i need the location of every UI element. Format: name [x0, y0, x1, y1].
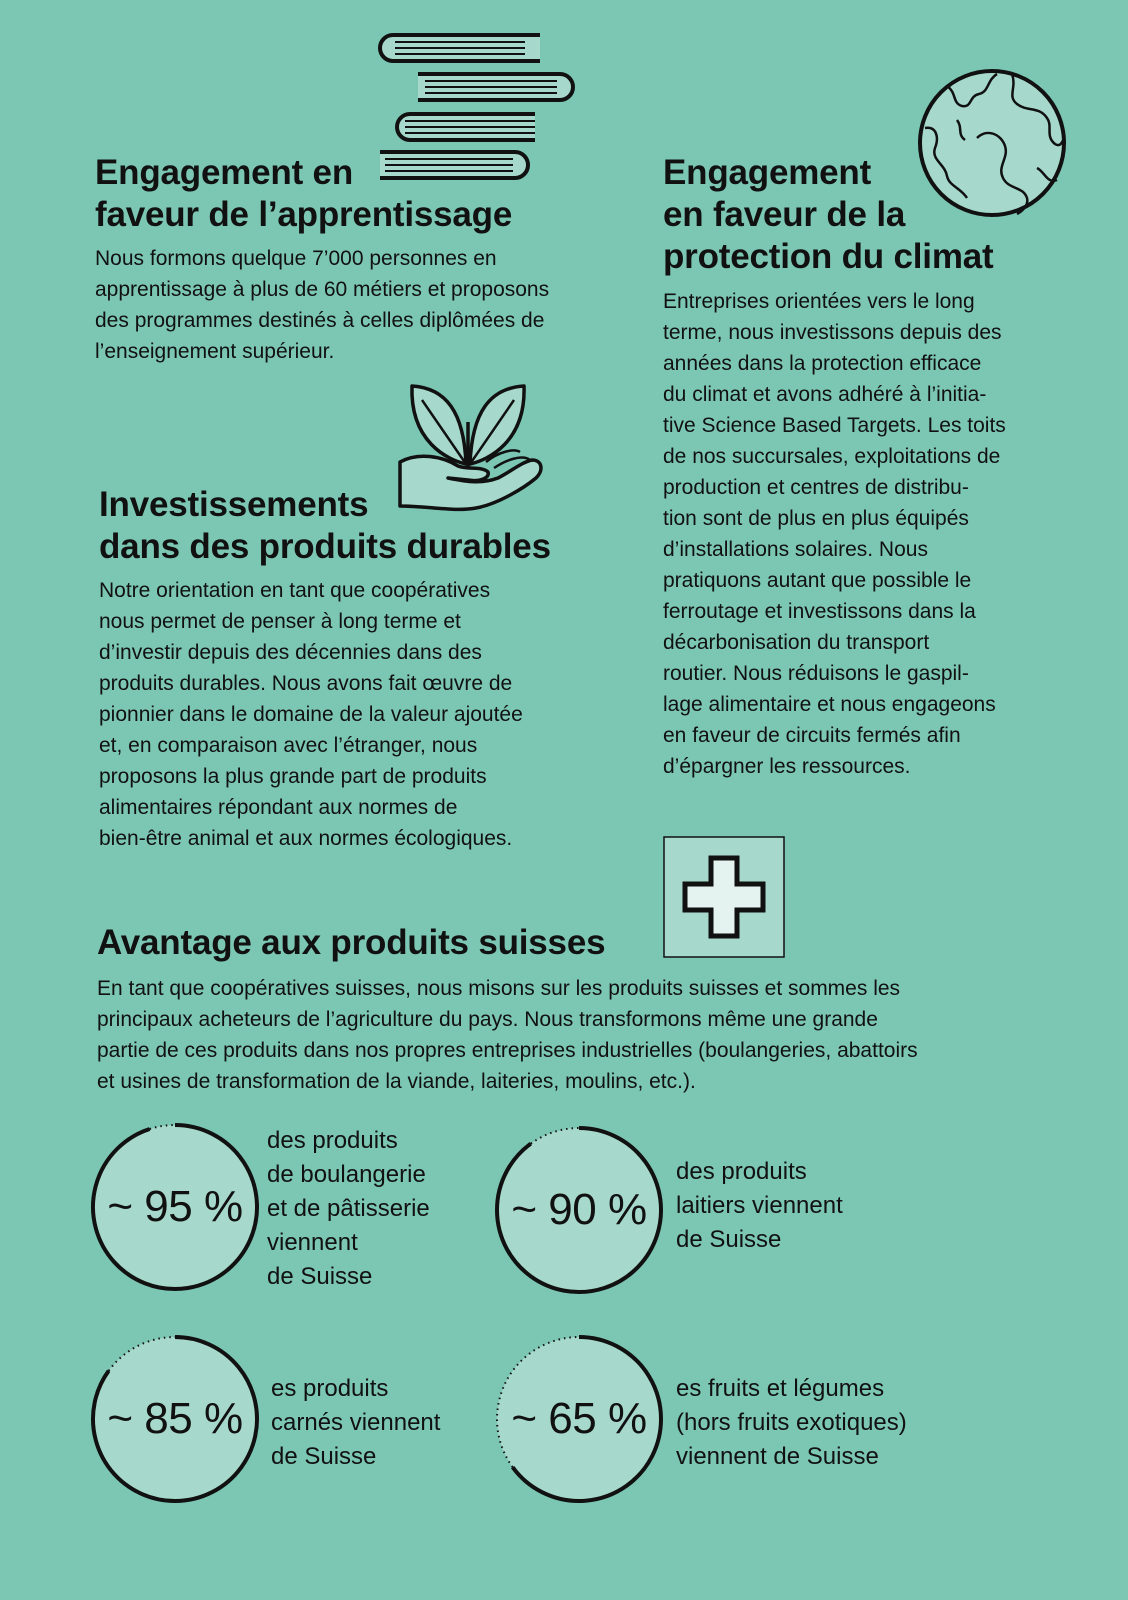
swiss-cross-icon	[663, 836, 785, 958]
stat-text: des produits de boulangerie et de pâtisserie viennent de Suisse	[267, 1127, 430, 1290]
section-title-suisses: Avantage aux produits suisses	[97, 923, 606, 962]
stat-text: es produits carnés viennent de Suisse	[271, 1375, 441, 1470]
section-text-climat: Entreprises orientées vers le long terme, nous investissons depuis des années dans la protection efficace du climat et avons adhéré à l’initia- tive Science Based Targets. Les toits de nos succursales, exploitations de production et centres de distribu- tion sont de plus en plus équipés d’installations solaires. Nous pratiquons autant que possible le ferroutage et investissons dans la décarbonisation du transport routier. Nous réduisons le gaspil- lage alimentaire et nous engageons en faveur de circuits fermés afin d’épargner les ressources.	[663, 290, 1006, 778]
section-text-durables: Notre orientation en tant que coopératives nous permet de penser à long terme et d’investir depuis des décennies dans des produits durables. Nous avons fait œuvre de pionnier dans le domaine de la valeur ajoutée et, en comparaison avec l’étranger, nous proposons la plus grande part de produits alimentaires répondant aux normes de bien-être animal et aux normes écologiques.	[99, 579, 523, 850]
section-title-durables: Investissements dans des produits durables	[99, 485, 551, 566]
section-title-apprentissage: Engagement en faveur de l’apprentissage	[95, 153, 513, 234]
section-text-apprentissage: Nous formons quelque 7’000 personnes en apprentissage à plus de 60 métiers et proposons des programmes destinés à celles diplômées de l’enseignement supérieur.	[95, 247, 550, 363]
stat-value: ~ 90 %	[511, 1185, 647, 1234]
stat-value: ~ 85 %	[107, 1394, 243, 1443]
stat-text: des produits laitiers viennent de Suisse	[676, 1158, 843, 1253]
section-title-climat: Engagement en faveur de la protection du climat	[663, 153, 994, 276]
stat-value: ~ 95 %	[107, 1182, 243, 1231]
stat-text: es fruits et légumes (hors fruits exotiques) viennent de Suisse	[676, 1375, 907, 1470]
section-text-suisses: En tant que coopératives suisses, nous misons sur les produits suisses et sommes les principaux acheteurs de l’agriculture du pays. Nous transformons même une grande partie de ces produits dans nos propres entreprises industrielles (boulangeries, abattoirs et usines de transformation de la viande, laiteries, moulins, etc.).	[97, 977, 918, 1093]
stat-value: ~ 65 %	[511, 1394, 647, 1443]
